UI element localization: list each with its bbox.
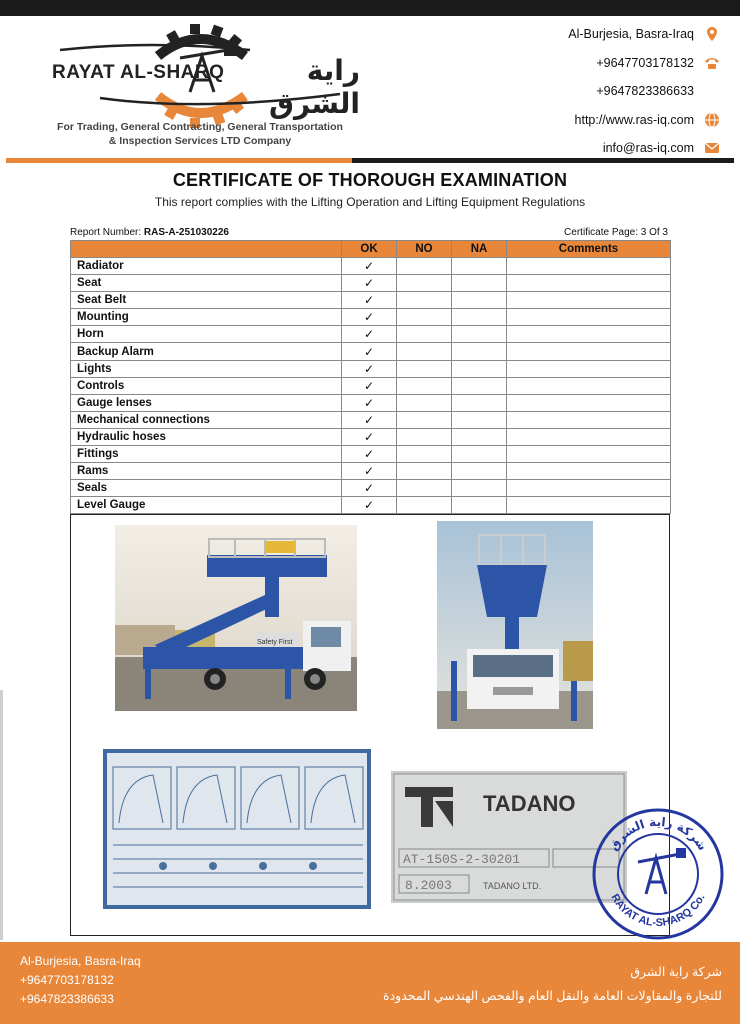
report-number-label: Report Number: — [70, 227, 144, 238]
row-na-cell — [452, 446, 507, 463]
table-row — [71, 258, 671, 275]
row-comments-cell — [507, 446, 671, 463]
top-bar — [0, 0, 740, 16]
nameplate-maker: TADANO LTD. — [483, 881, 542, 891]
table-row — [71, 497, 671, 514]
row-na-cell — [452, 258, 507, 275]
table-row — [71, 360, 671, 377]
footer-company-arabic — [383, 960, 722, 1008]
row-comments-cell — [507, 258, 671, 275]
contact-phone-2 — [460, 77, 720, 106]
table-row — [71, 309, 671, 326]
safety-sign-text: Safety First — [257, 639, 293, 646]
row-item-label: Level Gauge — [71, 497, 342, 514]
contact-phone-2-text[interactable]: +9647823386633 — [596, 84, 694, 99]
svg-text:RAYAT AL-SHARQ Co. — [608, 892, 707, 929]
table-row — [71, 326, 671, 343]
row-comments-cell — [507, 326, 671, 343]
row-comments-cell — [507, 343, 671, 360]
photo-truck-side-view — [115, 525, 357, 711]
column-header-no: NO — [397, 241, 452, 258]
table-row — [71, 428, 671, 445]
contact-website-text[interactable]: http://www.ras-iq.com — [574, 112, 694, 127]
row-ok-check: ✓ — [342, 411, 397, 428]
row-na-cell — [452, 394, 507, 411]
row-comments-cell — [507, 463, 671, 480]
header-contacts — [460, 20, 720, 163]
row-comments-cell — [507, 428, 671, 445]
globe-icon — [704, 112, 720, 128]
row-item-label: Fittings — [71, 446, 342, 463]
row-no-cell — [397, 446, 452, 463]
report-number — [70, 227, 229, 238]
row-comments-cell — [507, 292, 671, 309]
column-header-ok: OK — [342, 241, 397, 258]
row-no-cell — [397, 275, 452, 292]
blank-icon-slot — [704, 83, 720, 99]
row-item-label: Mechanical connections — [71, 411, 342, 428]
phone-icon — [704, 55, 720, 71]
contact-address-text: Al-Burjesia, Basra-Iraq — [568, 27, 694, 42]
location-pin-icon — [704, 26, 720, 42]
row-no-cell — [397, 497, 452, 514]
nameplate-brand: TADANO — [483, 791, 576, 816]
row-no-cell — [397, 309, 452, 326]
row-na-cell — [452, 497, 507, 514]
row-ok-check: ✓ — [342, 377, 397, 394]
row-item-label: Controls — [71, 377, 342, 394]
row-na-cell — [452, 292, 507, 309]
row-no-cell — [397, 292, 452, 309]
document-title: CERTIFICATE OF THOROUGH EXAMINATION — [172, 170, 568, 190]
row-na-cell — [452, 411, 507, 428]
table-row — [71, 292, 671, 309]
row-ok-check: ✓ — [342, 326, 397, 343]
scrollbar-track[interactable] — [0, 690, 3, 940]
header-divider-orange — [6, 158, 352, 163]
brand-name-en: RAYAT AL-SHARQ — [52, 62, 225, 83]
row-item-label: Radiator — [71, 258, 342, 275]
footer-company-name-ar: شركة راية الشرق — [630, 965, 722, 979]
row-no-cell — [397, 428, 452, 445]
page-footer — [0, 942, 740, 1024]
table-row — [71, 463, 671, 480]
envelope-icon — [704, 140, 720, 156]
row-item-label: Seat — [71, 275, 342, 292]
row-item-label: Gauge lenses — [71, 394, 342, 411]
row-no-cell — [397, 480, 452, 497]
table-row — [71, 394, 671, 411]
stamp-text-english: RAYAT AL-SHARQ Co. — [608, 892, 708, 930]
row-item-label: Seat Belt — [71, 292, 342, 309]
row-no-cell — [397, 463, 452, 480]
photo-load-chart-plate — [103, 749, 371, 909]
photo-truck-front-view — [437, 521, 593, 729]
row-comments-cell — [507, 497, 671, 514]
row-na-cell — [452, 428, 507, 445]
row-no-cell — [397, 377, 452, 394]
stamp-text-arabic: شركة راية الشرق — [606, 814, 710, 854]
table-row — [71, 377, 671, 394]
report-number-value: RAS-A-251030226 — [143, 227, 229, 238]
row-ok-check: ✓ — [342, 309, 397, 326]
footer-contacts — [20, 952, 141, 1009]
column-header-item — [71, 241, 342, 258]
column-header-na: NA — [452, 241, 507, 258]
row-ok-check: ✓ — [342, 428, 397, 445]
footer-phone-1[interactable]: +9647703178132 — [20, 973, 114, 987]
inspection-photos-frame — [70, 514, 670, 936]
header-divider-dark — [352, 158, 734, 163]
row-ok-check: ✓ — [342, 343, 397, 360]
contact-address — [460, 20, 720, 49]
nameplate-model: AT-150S-2-30201 — [403, 852, 521, 867]
row-na-cell — [452, 377, 507, 394]
row-comments-cell — [507, 394, 671, 411]
brand-name-ar: راية الشرق — [268, 55, 360, 119]
column-header-comments: Comments — [507, 241, 671, 258]
table-row — [71, 343, 671, 360]
row-no-cell — [397, 394, 452, 411]
row-ok-check: ✓ — [342, 497, 397, 514]
row-comments-cell — [507, 360, 671, 377]
row-na-cell — [452, 480, 507, 497]
row-ok-check: ✓ — [342, 480, 397, 497]
row-item-label: Lights — [71, 360, 342, 377]
company-tagline — [50, 120, 350, 148]
row-comments-cell — [507, 411, 671, 428]
table-row — [71, 275, 671, 292]
row-ok-check: ✓ — [342, 258, 397, 275]
row-item-label: Rams — [71, 463, 342, 480]
certificate-page: Certificate Page: 3 Of 3 — [564, 227, 668, 238]
row-comments-cell — [507, 377, 671, 394]
footer-phone-2[interactable]: +9647823386633 — [20, 992, 114, 1006]
inspection-checklist-table — [70, 240, 671, 514]
row-item-label: Horn — [71, 326, 342, 343]
row-comments-cell — [507, 309, 671, 326]
table-row — [71, 480, 671, 497]
document-subtitle: This report complies with the Lifting Operation and Lifting Equipment Regulations — [154, 195, 586, 209]
table-row — [71, 411, 671, 428]
contact-website — [460, 106, 720, 135]
row-ok-check: ✓ — [342, 394, 397, 411]
row-na-cell — [452, 343, 507, 360]
tagline-line-1: For Trading, General Contracting, General Transportation — [57, 121, 343, 133]
table-body — [71, 258, 671, 514]
row-item-label: Backup Alarm — [71, 343, 342, 360]
row-ok-check: ✓ — [342, 275, 397, 292]
row-item-label: Seals — [71, 480, 342, 497]
row-no-cell — [397, 343, 452, 360]
row-ok-check: ✓ — [342, 292, 397, 309]
row-na-cell — [452, 275, 507, 292]
contact-phone-1 — [460, 49, 720, 78]
row-comments-cell — [507, 275, 671, 292]
row-no-cell — [397, 411, 452, 428]
row-item-label: Mounting — [71, 309, 342, 326]
footer-address: Al-Burjesia, Basra-Iraq — [20, 954, 141, 968]
row-ok-check: ✓ — [342, 360, 397, 377]
tagline-line-2: & Inspection Services LTD Company — [108, 135, 292, 147]
company-logo — [40, 22, 360, 152]
row-comments-cell — [507, 480, 671, 497]
footer-company-desc-ar: للتجارة والمقاولات العامة والنقل العام والفحص الهندسي المحدودة — [383, 989, 722, 1003]
row-na-cell — [452, 360, 507, 377]
contact-phone-1-text[interactable]: +9647703178132 — [596, 55, 694, 70]
row-ok-check: ✓ — [342, 463, 397, 480]
table-header-row — [71, 241, 671, 258]
row-na-cell — [452, 463, 507, 480]
row-no-cell — [397, 258, 452, 275]
row-na-cell — [452, 309, 507, 326]
nameplate-date: 8.2003 — [405, 878, 452, 893]
row-ok-check: ✓ — [342, 446, 397, 463]
contact-email-text[interactable]: info@ras-iq.com — [602, 141, 694, 156]
table-row — [71, 446, 671, 463]
row-na-cell — [452, 326, 507, 343]
company-stamp — [590, 806, 726, 942]
row-no-cell — [397, 360, 452, 377]
row-item-label: Hydraulic hoses — [71, 428, 342, 445]
row-no-cell — [397, 326, 452, 343]
